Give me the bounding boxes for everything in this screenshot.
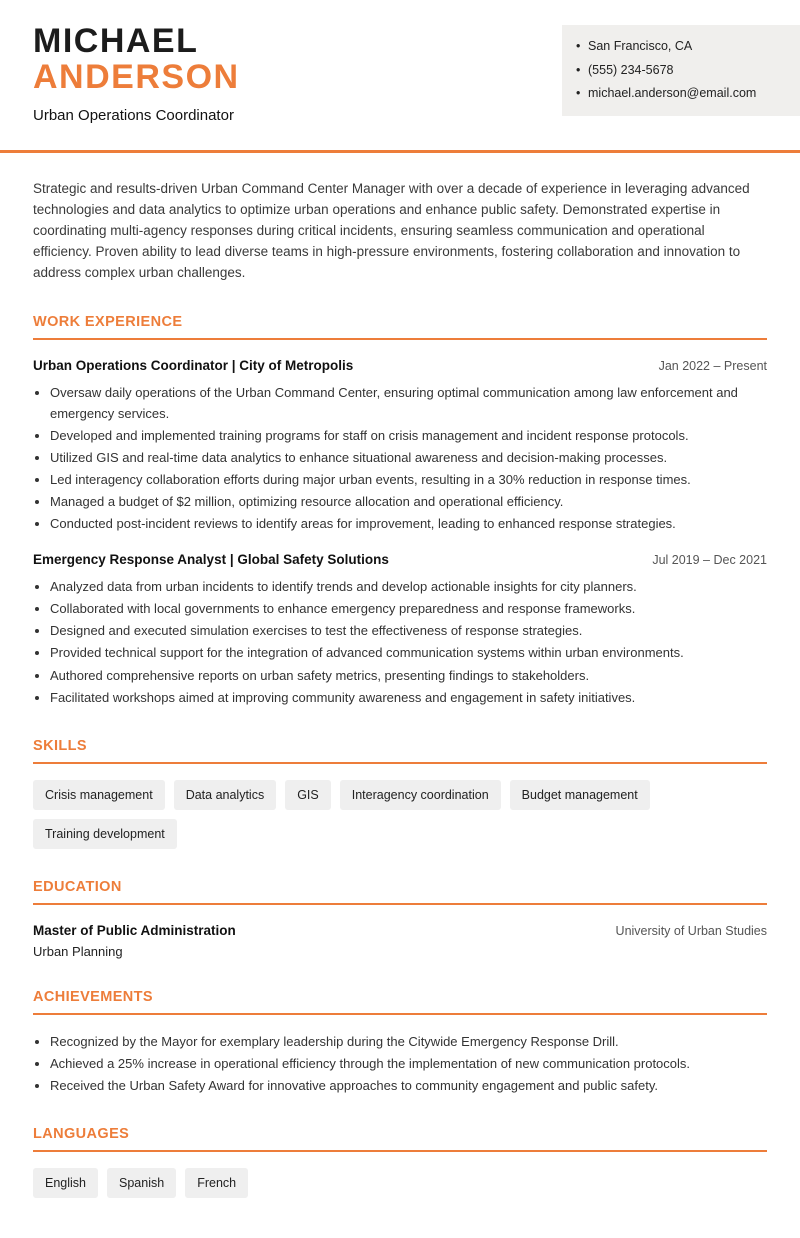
education-entry — [33, 923, 767, 959]
achievement-bullet: • Received the Urban Safety Award for innovative approaches to community engagement and public safety. — [50, 1075, 767, 1096]
achievement-bullet: • Achieved a 25% increase in operational efficiency through the implementation of new communication protocols. — [50, 1053, 767, 1074]
language-tag: French — [185, 1168, 248, 1198]
skill-tag: GIS — [285, 780, 331, 810]
header-job-title: Urban Operations Coordinator — [33, 107, 234, 125]
job-bullet: • Provided technical support for the integration of advanced communication systems within urban environments. — [50, 642, 767, 663]
last-name: ANDERSON — [33, 57, 240, 96]
job-bullet: • Led interagency collaboration efforts during major urban events, resulting in a 30% reduction in response times. — [50, 469, 767, 490]
job-dates: Jul 2019 – Dec 2021 — [652, 553, 767, 568]
achievement-bullet: • Recognized by the Mayor for exemplary leadership during the Citywide Emergency Response Drill. — [50, 1031, 767, 1052]
job-dates: Jan 2022 – Present — [658, 358, 767, 373]
summary-paragraph: Strategic and results-driven Urban Command Center Manager with over a decade of experience in leveraging advanced technologies and data analytics to optimize urban operations and enhance public safety. Demonstrated expertise in coordinating multi-agency responses during critical incidents, ensuring seamless communication and operational efficiency. Proven ability to lead diverse teams in high-pressure environments, fostering collaboration and innovation to address complex urban challenges. — [33, 181, 750, 281]
job-bullet: • Conducted post-incident reviews to identify areas for improvement, leading to enhanced response strategies. — [50, 513, 767, 534]
job-bullet: • Oversaw daily operations of the Urban Command Center, ensuring optimal communication among law enforcement and emergency services. — [50, 382, 767, 424]
skills-tag-list — [33, 780, 767, 849]
contact-list — [576, 35, 786, 106]
contact-location: • San Francisco, CA — [576, 35, 786, 59]
job-bullet: • Developed and implemented training programs for staff on crisis management and incident response protocols. — [50, 425, 767, 446]
skill-tag: Crisis management — [33, 780, 165, 810]
skill-tag: Interagency coordination — [340, 780, 501, 810]
job-bullet: • Utilized GIS and real-time data analytics to enhance situational awareness and decision-making processes. — [50, 447, 767, 468]
job-bullet: • Designed and executed simulation exercises to test the effectiveness of response strategies. — [50, 620, 767, 641]
section-title-education: EDUCATION — [33, 878, 122, 895]
job-bullets — [33, 576, 767, 707]
section-title-skills: SKILLS — [33, 737, 87, 754]
section-rule — [33, 338, 767, 340]
job-bullet: • Collaborated with local governments to enhance emergency preparedness and response frameworks. — [50, 598, 767, 619]
degree-title: Master of Public Administration — [33, 922, 236, 938]
job-bullet: • Analyzed data from urban incidents to identify trends and develop actionable insights for city planners. — [50, 576, 767, 597]
section-rule — [33, 903, 767, 905]
skill-tag: Budget management — [510, 780, 650, 810]
job-bullets — [33, 382, 767, 534]
section-rule — [33, 762, 767, 764]
contact-email: • michael.anderson@email.com — [576, 82, 786, 106]
section-title-achievements: ACHIEVEMENTS — [33, 988, 154, 1005]
header — [0, 0, 800, 124]
job-entry — [33, 552, 767, 707]
section-education — [0, 879, 800, 959]
education-header — [33, 923, 767, 938]
achievements-list — [33, 1031, 767, 1096]
school-name: University of Urban Studies — [615, 923, 767, 938]
job-entry — [33, 358, 767, 534]
section-title-work: WORK EXPERIENCE — [33, 313, 183, 330]
contact-phone: • (555) 234-5678 — [576, 59, 786, 83]
job-title: Emergency Response Analyst | Global Safety Solutions — [33, 552, 389, 568]
job-title: Urban Operations Coordinator | City of Metropolis — [33, 357, 354, 373]
section-languages — [0, 1126, 800, 1198]
skill-tag: Data analytics — [174, 780, 277, 810]
first-name: MICHAEL — [33, 22, 199, 60]
section-skills — [0, 738, 800, 849]
job-bullet: • Managed a budget of $2 million, optimizing resource allocation and operational efficiency. — [50, 491, 767, 512]
language-tag: Spanish — [107, 1168, 176, 1198]
education-field: Urban Planning — [33, 943, 123, 959]
job-header — [33, 358, 767, 373]
language-tag: English — [33, 1168, 98, 1198]
section-work-experience — [0, 314, 800, 708]
section-achievements — [0, 989, 800, 1096]
job-bullet: • Facilitated workshops aimed at improving community awareness and engagement in safety initiatives. — [50, 687, 767, 708]
contact-box — [562, 25, 800, 116]
languages-tag-list — [33, 1168, 767, 1198]
skill-tag: Training development — [33, 819, 177, 849]
section-rule — [33, 1150, 767, 1152]
section-rule — [33, 1013, 767, 1015]
job-bullet: • Authored comprehensive reports on urban safety metrics, presenting findings to stakeholders. — [50, 665, 767, 686]
job-header — [33, 552, 767, 567]
section-title-languages: LANGUAGES — [33, 1125, 130, 1142]
